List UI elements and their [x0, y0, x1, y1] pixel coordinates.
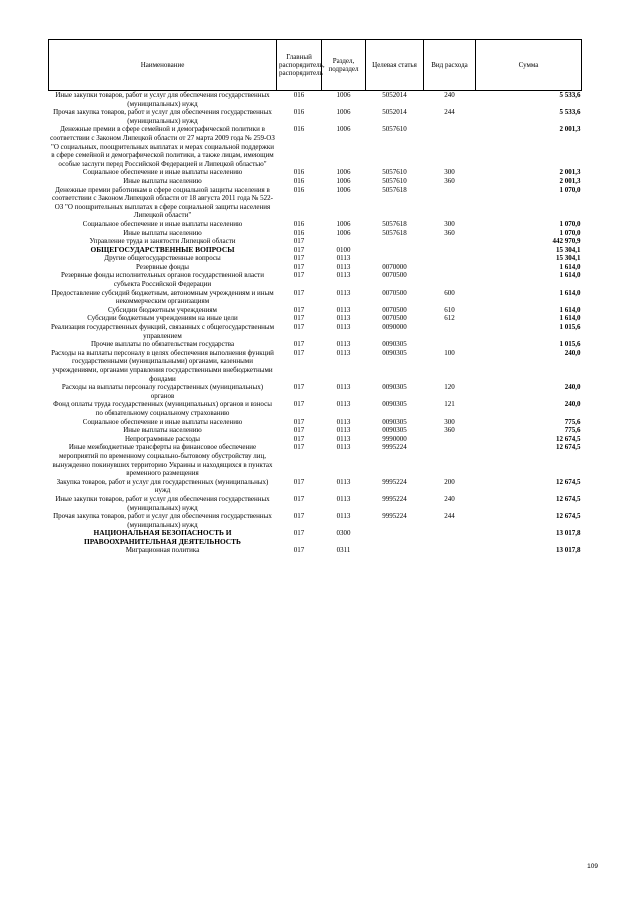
budget-table — [48, 39, 582, 555]
row-sum-cell — [476, 426, 582, 435]
row-target: 0090305 — [382, 340, 407, 349]
table-row — [49, 478, 582, 495]
row-name: Иные выплаты населению — [123, 176, 202, 185]
table-row — [49, 323, 582, 340]
page-number: 109 — [587, 863, 598, 870]
header-name: Наименование — [49, 40, 277, 91]
row-sum: 2 001,3 — [559, 125, 581, 134]
row-expense — [424, 237, 476, 246]
table-row — [49, 125, 582, 168]
row-admin: 017 — [293, 417, 305, 426]
row-section: 0113 — [336, 288, 351, 297]
row-admin: 017 — [293, 443, 305, 452]
row-target: 5057618 — [382, 228, 407, 237]
row-sum: 5 533,6 — [559, 91, 581, 99]
row-sum-cell — [476, 254, 582, 263]
row-name: Фонд оплаты труда государственных (муниципальных) органов и взносы по обязательному социальному страхованию — [53, 400, 272, 417]
table-row — [49, 263, 582, 272]
row-section: 0113 — [336, 254, 351, 263]
row-name: Денежные премии в сфере семейной и демографической политики в соответствии с Законом Липецкой области от 27 марта 2009 года № 259-ОЗ "О социальных, поощрительных выплатах и мерах социальной поддержки в сфере семейной и демографической политики, а также лицам, имеющим особые заслуги перед Российской Федерацией и Липецкой областью" — [50, 125, 275, 168]
header-admin: Главный распорядитель, распорядитель — [277, 40, 322, 91]
row-sum: 2 001,3 — [559, 176, 581, 185]
row-admin: 017 — [293, 494, 305, 503]
row-expense: 244 — [444, 512, 455, 521]
row-expense — [424, 323, 476, 340]
row-expense: 121 — [444, 400, 455, 409]
row-expense: 300 — [444, 219, 455, 228]
row-sum: 13 017,8 — [556, 529, 581, 538]
row-target: 5057610 — [382, 168, 407, 177]
row-target: 9995224 — [382, 443, 407, 452]
row-section: 0311 — [336, 546, 351, 555]
row-admin: 017 — [293, 288, 305, 297]
row-admin: 016 — [293, 125, 305, 134]
row-sum-cell — [476, 383, 582, 400]
row-target: 9995224 — [382, 512, 407, 521]
row-target — [366, 529, 424, 546]
row-target: 0090305 — [382, 383, 407, 392]
row-admin: 016 — [293, 185, 305, 194]
table-row — [49, 289, 582, 306]
table-row — [49, 418, 582, 427]
row-section: 1006 — [336, 91, 351, 99]
row-target: 5052014 — [382, 108, 407, 117]
row-expense: 600 — [444, 288, 455, 297]
table-header-row — [49, 40, 582, 91]
row-sum-cell — [476, 340, 582, 349]
table-row — [49, 220, 582, 229]
row-name: Резервные фонды исполнительных органов государственной власти субъекта Российской Федерации — [61, 271, 264, 289]
row-section: 1006 — [336, 108, 351, 117]
table-row — [49, 177, 582, 186]
table-row — [49, 426, 582, 435]
row-section: 0113 — [336, 383, 351, 392]
row-section: 1006 — [336, 176, 351, 185]
row-expense — [424, 340, 476, 349]
row-expense: 100 — [444, 348, 455, 357]
row-name: Миграционная политика — [125, 546, 200, 555]
row-sum-cell — [476, 263, 582, 272]
table-row — [49, 246, 582, 255]
row-target: 9990000 — [382, 434, 407, 443]
row-sum-cell — [476, 529, 582, 546]
row-target: 5057618 — [382, 185, 407, 194]
row-sum-cell — [476, 229, 582, 238]
row-section: 1006 — [336, 168, 351, 177]
row-name: Иные закупки товаров, работ и услуг для обеспечения государственных (муниципальных) нужд — [55, 91, 270, 108]
row-expense: 360 — [444, 176, 455, 185]
row-expense — [424, 435, 476, 444]
row-name: Социальное обеспечение и иные выплаты населению — [82, 219, 243, 228]
row-expense — [424, 246, 476, 255]
row-sum-cell — [476, 546, 582, 555]
row-section: 1006 — [336, 185, 351, 194]
row-sum-cell — [476, 177, 582, 186]
table-row — [49, 168, 582, 177]
row-section: 0113 — [336, 417, 351, 426]
row-sum: 12 674,5 — [556, 512, 581, 521]
row-sum-cell — [476, 400, 582, 417]
row-expense: 120 — [444, 383, 455, 392]
row-sum: 240,0 — [564, 348, 581, 357]
row-admin: 017 — [293, 434, 305, 443]
table-row — [49, 400, 582, 417]
row-section: 0113 — [336, 426, 351, 435]
row-admin: 017 — [293, 271, 305, 280]
row-sum: 12 674,5 — [556, 434, 581, 443]
row-admin: 016 — [293, 176, 305, 185]
row-admin: 017 — [293, 529, 305, 538]
header-expense: Вид расхода — [424, 40, 476, 91]
row-sum: 1 614,0 — [559, 314, 581, 323]
row-sum: 1 070,0 — [559, 228, 581, 237]
row-sum-cell — [476, 443, 582, 477]
row-section: 0113 — [336, 494, 351, 503]
table-body — [49, 91, 582, 556]
row-expense — [424, 529, 476, 546]
row-target: 5057610 — [382, 176, 407, 185]
row-name: Прочая закупка товаров, работ и услуг для обеспечения государственных (муниципальных) нужд — [53, 108, 272, 125]
row-sum-cell — [476, 418, 582, 427]
row-sum: 12 674,5 — [556, 494, 581, 503]
row-sum-cell — [476, 168, 582, 177]
row-admin: 017 — [293, 237, 305, 246]
row-section: 0113 — [336, 323, 351, 332]
row-sum: 1 015,6 — [559, 323, 581, 332]
row-section — [322, 237, 366, 246]
row-sum-cell — [476, 108, 582, 125]
row-target: 0090305 — [382, 400, 407, 409]
row-section: 0113 — [336, 271, 351, 280]
table-row — [49, 529, 582, 546]
row-name: Иные выплаты населению — [123, 426, 202, 435]
row-expense — [424, 271, 476, 288]
row-name: Иные межбюджетные трансферты на финансовое обеспечение мероприятий по временному социально-бытовому обустройству лиц, вынужденно покинувших территорию Украины и находящихся в пунктах временного размещения — [52, 443, 273, 478]
row-admin: 017 — [293, 305, 305, 314]
row-name: Расходы на выплаты персоналу государственных (муниципальных) органов — [61, 383, 264, 400]
row-name: Предоставление субсидий бюджетным, автономным учреждениям и иным некоммерческим организациям — [51, 288, 274, 306]
table-row — [49, 314, 582, 323]
row-section: 1006 — [336, 219, 351, 228]
row-sum: 1 070,0 — [559, 185, 581, 194]
row-sum: 13 017,8 — [556, 546, 581, 555]
row-sum-cell — [476, 220, 582, 229]
table-row — [49, 229, 582, 238]
row-admin: 017 — [293, 314, 305, 323]
row-section: 0113 — [336, 340, 351, 349]
row-section: 0113 — [336, 443, 351, 452]
row-name: Иные закупки товаров, работ и услуг для обеспечения государственных (муниципальных) нужд — [55, 494, 270, 512]
table-row — [49, 512, 582, 529]
row-sum: 15 304,1 — [556, 245, 581, 254]
row-sum: 2 001,3 — [559, 168, 581, 177]
row-section: 0113 — [336, 262, 351, 271]
row-sum-cell — [476, 349, 582, 383]
row-sum-cell — [476, 271, 582, 288]
row-admin: 017 — [293, 262, 305, 271]
row-section: 0100 — [336, 245, 351, 254]
row-sum-cell — [476, 306, 582, 315]
row-sum-cell — [476, 512, 582, 529]
row-admin: 017 — [293, 546, 305, 555]
row-target: 0090000 — [382, 323, 407, 332]
row-sum: 1 614,0 — [559, 305, 581, 314]
row-sum: 15 304,1 — [556, 254, 581, 263]
row-admin: 017 — [293, 477, 305, 486]
row-target — [366, 546, 424, 555]
table-row — [49, 108, 582, 125]
row-name: Расходы на выплаты персоналу в целях обеспечения выполнения функций государственными (муниципальными) органами, казенными учреждениями, органами управления государственными внебюджетными фондами — [51, 348, 274, 383]
row-sum: 1 614,0 — [559, 262, 581, 271]
row-sum: 240,0 — [564, 400, 581, 409]
row-target: 5057618 — [382, 219, 407, 228]
row-target: 9995224 — [382, 477, 407, 486]
row-expense — [424, 263, 476, 272]
row-sum: 775,6 — [564, 417, 581, 426]
row-sum: 5 533,6 — [559, 108, 581, 117]
row-admin: 016 — [293, 168, 305, 177]
row-sum: 1 614,0 — [559, 288, 581, 297]
row-admin: 017 — [293, 348, 305, 357]
table-row — [49, 271, 582, 288]
table-row — [49, 443, 582, 477]
row-name: ОБЩЕГОСУДАРСТВЕННЫЕ ВОПРОСЫ — [90, 244, 235, 254]
row-target: 9995224 — [382, 494, 407, 503]
row-sum-cell — [476, 289, 582, 306]
row-expense: 240 — [444, 494, 455, 503]
header-sum: Сумма — [476, 40, 582, 91]
row-section: 0113 — [336, 305, 351, 314]
row-name: Социальное обеспечение и иные выплаты населению — [82, 417, 243, 426]
row-name: Прочая закупка товаров, работ и услуг для обеспечения государственных (муниципальных) нужд — [53, 512, 272, 529]
table-row — [49, 435, 582, 444]
row-admin: 017 — [293, 383, 305, 392]
row-section: 0113 — [336, 400, 351, 409]
row-expense — [424, 546, 476, 555]
row-expense: 360 — [444, 426, 455, 435]
header-target: Целевая статья — [366, 40, 424, 91]
row-name: Управление труда и занятости Липецкой области — [89, 237, 236, 246]
table-row — [49, 383, 582, 400]
row-sum-cell — [476, 237, 582, 246]
row-target: 5052014 — [382, 91, 407, 99]
row-admin: 017 — [293, 340, 305, 349]
header-section: Раздел, подраздел — [322, 40, 366, 91]
row-section: 0113 — [336, 477, 351, 486]
row-expense: 300 — [444, 417, 455, 426]
row-target — [366, 246, 424, 255]
row-sum-cell — [476, 91, 582, 109]
row-sum: 12 674,5 — [556, 443, 581, 452]
row-sum: 775,6 — [564, 426, 581, 435]
row-name: Резервные фонды — [135, 262, 190, 271]
row-admin: 017 — [293, 400, 305, 409]
row-expense — [424, 125, 476, 168]
row-target — [366, 254, 424, 263]
row-expense: 244 — [444, 108, 455, 117]
row-expense: 610 — [444, 305, 455, 314]
row-name: Субсидии бюджетным учреждениям — [108, 305, 217, 314]
row-section: 0113 — [336, 314, 351, 323]
row-sum-cell — [476, 246, 582, 255]
table-row — [49, 254, 582, 263]
row-sum-cell — [476, 314, 582, 323]
row-admin: 017 — [293, 254, 305, 263]
row-expense: 240 — [444, 91, 455, 99]
table-row — [49, 91, 582, 109]
row-target: 0070500 — [382, 288, 407, 297]
row-name: Другие общегосударственные вопросы — [104, 254, 221, 263]
row-name: Непрограммные расходы — [125, 434, 200, 443]
table-row — [49, 495, 582, 512]
row-section: 0113 — [336, 348, 351, 357]
row-section: 1006 — [336, 228, 351, 237]
row-target: 0090305 — [382, 417, 407, 426]
row-admin: 016 — [293, 108, 305, 117]
row-name: НАЦИОНАЛЬНАЯ БЕЗОПАСНОСТЬ И ПРАВООХРАНИТЕЛЬНАЯ ДЕЯТЕЛЬНОСТЬ — [84, 528, 241, 546]
row-target: 0070500 — [382, 305, 407, 314]
row-admin: 017 — [293, 426, 305, 435]
row-expense: 360 — [444, 228, 455, 237]
row-section: 1006 — [336, 125, 351, 134]
row-sum: 1 614,0 — [559, 271, 581, 280]
row-target: 0070000 — [382, 262, 407, 271]
row-admin: 016 — [293, 228, 305, 237]
row-section: 0113 — [336, 434, 351, 443]
row-sum: 12 674,5 — [556, 477, 581, 486]
row-section: 0113 — [336, 512, 351, 521]
row-sum-cell — [476, 478, 582, 495]
row-sum: 442 970,9 — [552, 237, 581, 246]
row-name: Денежные премии работникам в сфере социальной защиты населения в соответствии с Законом Липецкой области от 18 августа 2011 года № 522-ОЗ "О поощрительных выплатах в сфере социальной защиты населения Липецкой области" — [52, 185, 273, 220]
row-name: Иные выплаты населению — [123, 228, 202, 237]
row-expense — [424, 186, 476, 220]
row-target: 0070500 — [382, 314, 407, 323]
table-row — [49, 186, 582, 220]
row-expense: 300 — [444, 168, 455, 177]
row-sum: 240,0 — [564, 383, 581, 392]
row-sum-cell — [476, 125, 582, 168]
table-row — [49, 340, 582, 349]
row-admin: 017 — [293, 323, 305, 332]
row-sum: 1 015,6 — [559, 340, 581, 349]
row-expense: 612 — [444, 314, 455, 323]
row-name: Реализация государственных функций, связанных с общегосударственным управлением — [50, 323, 275, 340]
row-expense — [424, 254, 476, 263]
row-name: Прочие выплаты по обязательствам государства — [90, 340, 235, 349]
row-target: 0090305 — [382, 426, 407, 435]
row-sum-cell — [476, 323, 582, 340]
row-admin: 016 — [293, 219, 305, 228]
row-name: Субсидии бюджетным учреждениям на иные цели — [87, 314, 238, 323]
row-target — [366, 237, 424, 246]
row-sum-cell — [476, 186, 582, 220]
row-sum: 1 070,0 — [559, 219, 581, 228]
table-row — [49, 546, 582, 555]
row-section: 0300 — [336, 529, 351, 538]
row-admin: 017 — [293, 512, 305, 521]
row-target: 5057610 — [382, 125, 407, 134]
row-target: 0090305 — [382, 348, 407, 357]
row-target: 0070500 — [382, 271, 407, 280]
row-expense — [424, 443, 476, 477]
row-name: Закупка товаров, работ и услуг для государственных (муниципальных) нужд — [56, 477, 269, 495]
row-admin: 017 — [293, 245, 305, 254]
row-admin: 016 — [293, 91, 305, 99]
row-sum-cell — [476, 495, 582, 512]
row-name: Социальное обеспечение и иные выплаты населению — [82, 168, 243, 177]
table-row — [49, 349, 582, 383]
row-expense: 200 — [444, 477, 455, 486]
table-row — [49, 306, 582, 315]
row-sum-cell — [476, 435, 582, 444]
